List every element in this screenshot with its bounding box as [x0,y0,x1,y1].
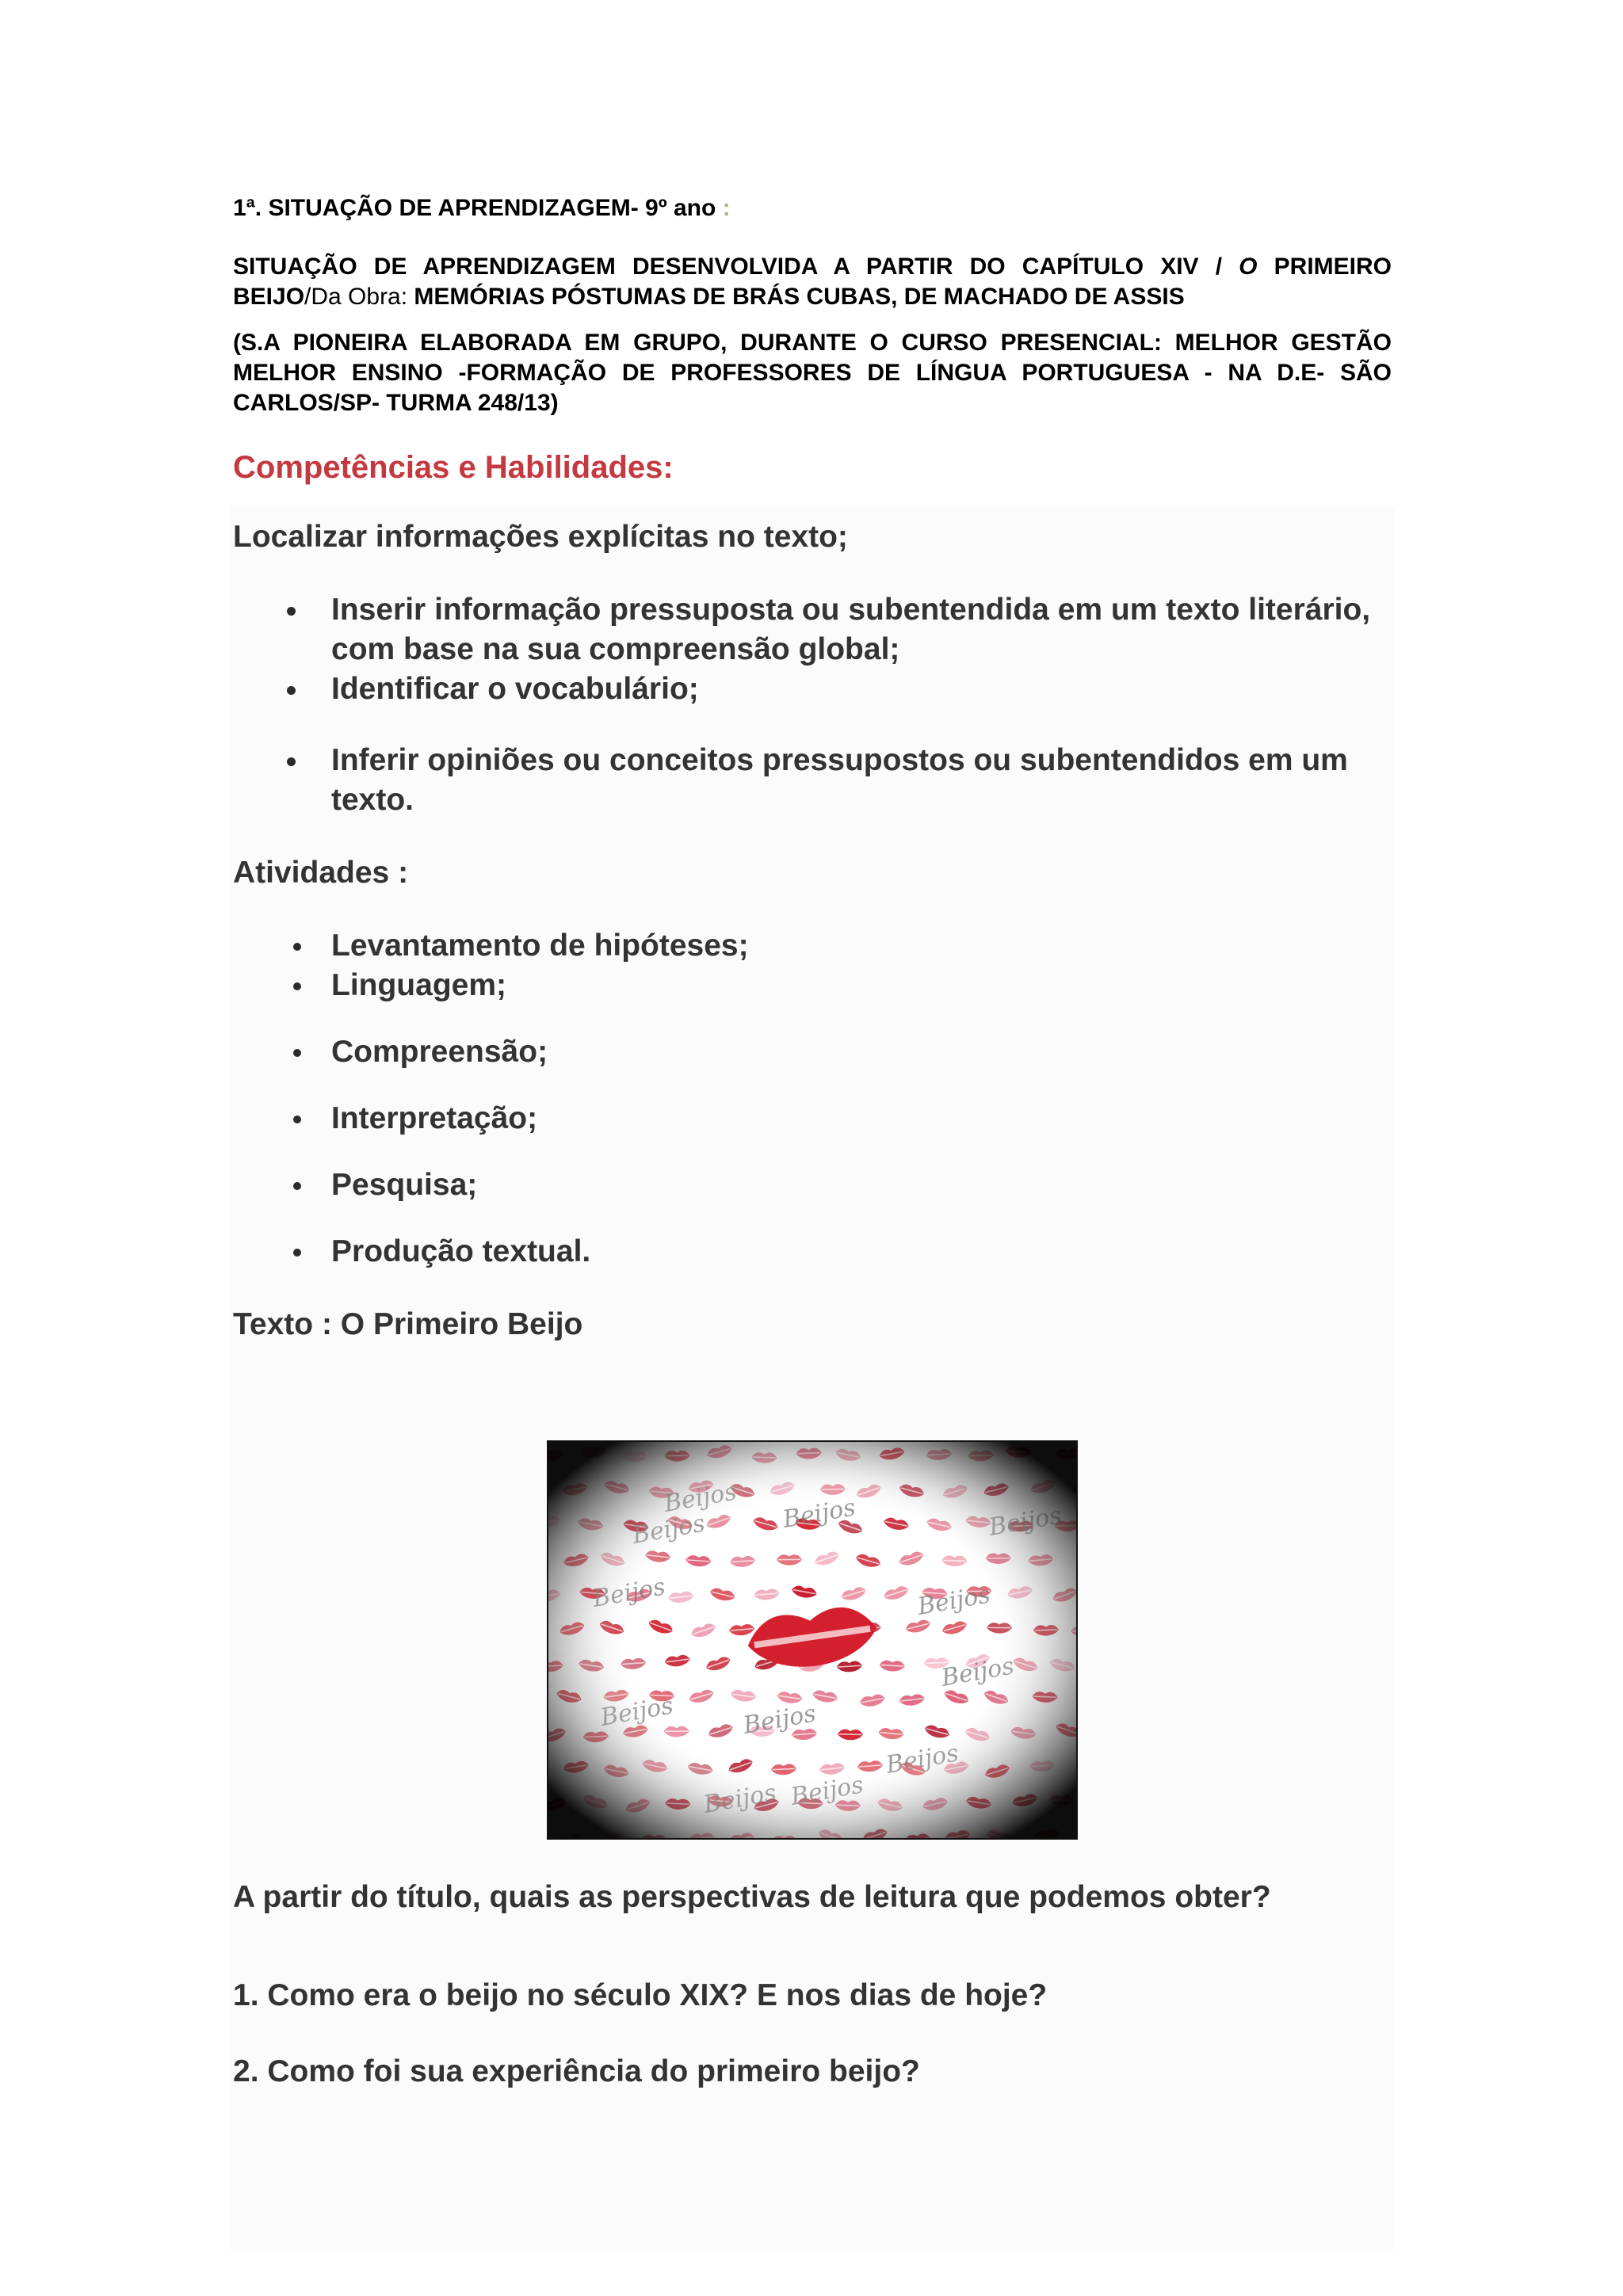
list-item: Levantamento de hipóteses; [233,926,1392,966]
questions [233,1878,1392,2092]
pioneira-paragraph: (S.A PIONEIRA ELABORADA EM GRUPO, DURANTE O CURSO PRESENCIAL: MELHOR GESTÃO MELHOR ENSINO -FORMAÇÃO DE PROFESSORES DE LÍNGUA PORTUGUESA - NA D.E- SÃO CARLOS/SP- TURMA 248/13) [233,330,1392,416]
competencias-list [233,590,1392,820]
question-2: 2. Como foi sua experiência do primeiro beijo? [233,2054,920,2088]
texto-label: Texto : O Primeiro Beijo [233,1307,583,1341]
competencias-heading: Competências e Habilidades: [233,450,674,485]
question-1: 1. Como era o beijo no século XIX? E nos dias de hoje? [233,1978,1048,2012]
list-item: Linguagem; [233,966,1392,1005]
atividades-list [233,926,1392,1272]
bullet-icon [293,1116,301,1123]
bullet-icon [293,1249,301,1257]
list-item: Inserir informação pressuposta ou subentendida em um texto literário, com base na sua compreensão global; [233,590,1392,669]
beijos-image [547,1440,1078,1840]
question-intro: A partir do título, quais as perspectivas de leitura que podemos obter? [233,1880,1271,1914]
atividades-heading: Atividades : [233,856,409,890]
list-item: Inferir opiniões ou conceitos pressupostos ou subentendidos em um texto. [233,741,1392,820]
list-item: Compreensão; [233,1032,1392,1072]
bullet-icon [293,1049,301,1057]
bullet-icon [293,1182,301,1190]
competencia-localizar: Localizar informações explícitas no texto; [233,520,848,554]
bullet-icon [293,982,301,990]
bullet-icon [287,686,296,695]
bullet-icon [287,607,296,616]
intro-paragraph: SITUAÇÃO DE APRENDIZAGEM DESENVOLVIDA A PARTIR DO CAPÍTULO XIV / O PRIMEIRO BEIJO/Da Obra: MEMÓRIAS PÓSTUMAS DE BRÁS CUBAS, DE MACHADO DE ASSIS [233,254,1392,310]
list-item: Identificar o vocabulário; [233,669,1392,709]
bullet-icon [287,757,296,766]
bullet-icon [293,943,301,951]
list-item: Produção textual. [233,1232,1392,1272]
list-item: Pesquisa; [233,1165,1392,1205]
document-body [233,190,1392,1344]
list-item: Interpretação; [233,1099,1392,1138]
situacao-heading: 1ª. SITUAÇÃO DE APRENDIZAGEM- 9º ano : [233,195,731,221]
